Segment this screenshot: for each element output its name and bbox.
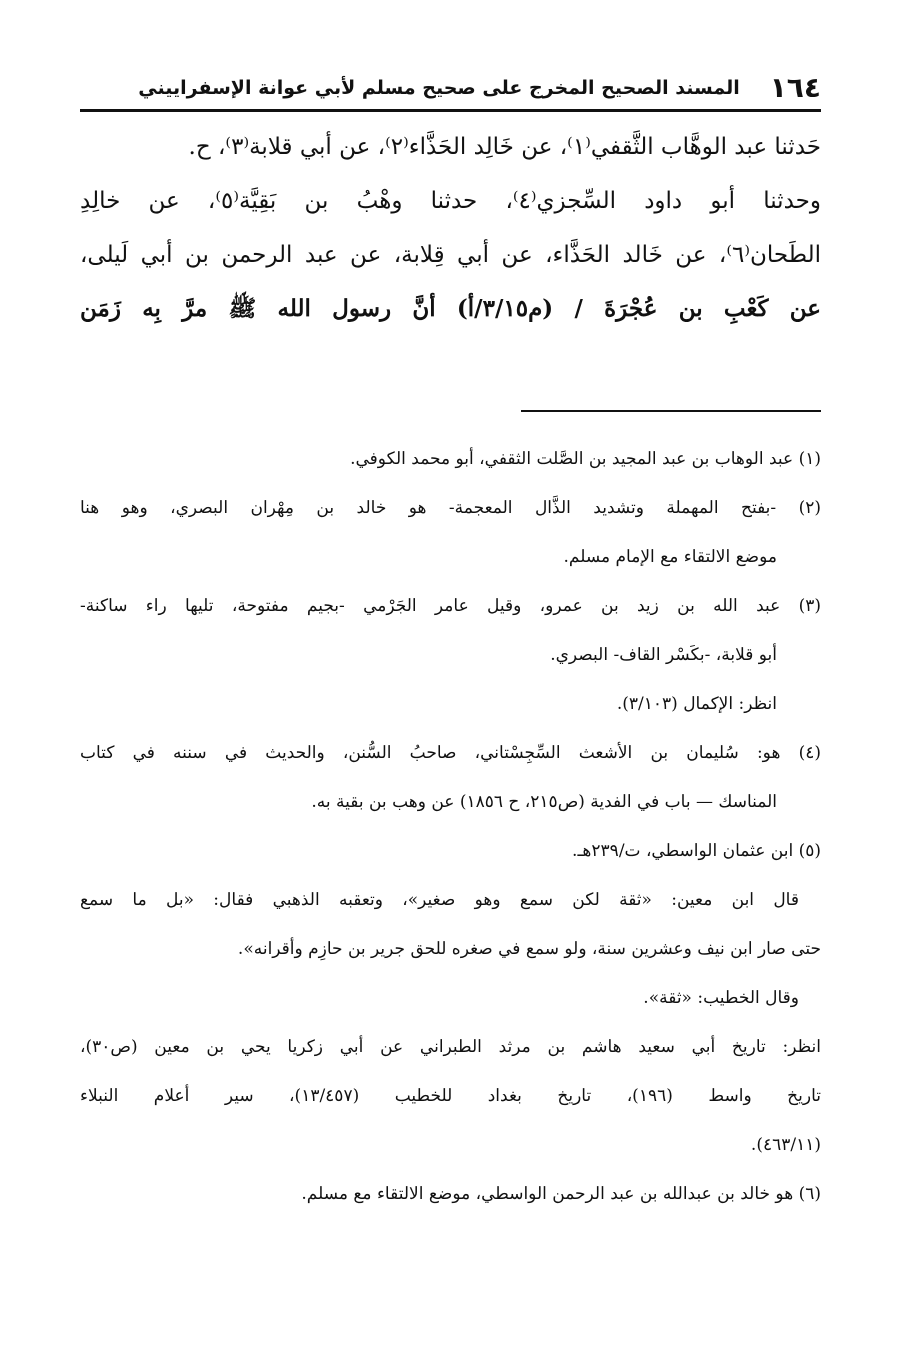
body-line: حَدثنا عبد الوهَّاب الثَّقفي⁽١⁾، عن خَالِد الحَذَّاء⁽٢⁾، عن أبي قلابة⁽٣⁾، ح. (188, 134, 821, 160)
page-number: ١٦٤ (769, 71, 821, 104)
footnote-line: انظر: الإكمال (٣/١٠٣). (616, 694, 777, 714)
footnote-line: تاريخ واسط (١٩٦)، تاريخ بغداد للخطيب (١٣/٤٥٧)، سير أعلام النبلاء (80, 1086, 821, 1106)
footnotes (80, 435, 821, 1219)
body-line: وحدثنا أبو داود السِّجزي⁽٤⁾، حدثنا وهْبُ بن بَقِيَّة⁽٥⁾، عن خالِدِ (80, 188, 821, 214)
footnote-line: موضع الالتقاء مع الإمام مسلم. (563, 547, 777, 567)
footnote-line: (١) عبد الوهاب بن عبد المجيد بن الصَّلت الثقفي، أبو محمد الكوفي. (350, 449, 821, 469)
footnote-line: قال ابن معين: «ثقة لكن سمع وهو صغير»، وتعقبه الذهبي فقال: «بل ما سمع (80, 890, 799, 910)
footnote-line: (٣) عبد الله بن زيد بن عمرو، وقيل عامر الجَرْمي -بجيم مفتوحة، تليها راء ساكنة- (80, 596, 821, 616)
body-line: عن كَعْبِ بن عُجْرَةَ / (م٣/١٥/أ) أنَّ رسول الله ﷺ مرَّ بِه زَمَن (80, 295, 821, 322)
footnote-line: (٤) هو: سُليمان بن الأشعث السِّجِسْتاني، صاحبُ السُّنن، والحديث في سننه في كتاب (80, 743, 821, 763)
page-header (80, 70, 821, 106)
footnote-line: أبو قلابة، -بكَسْر القاف- البصري. (550, 645, 777, 665)
footnote-line: (٦) هو خالد بن عبدالله بن عبد الرحمن الواسطي، موضع الالتقاء مع مسلم. (301, 1184, 821, 1204)
footnote-line: انظر: تاريخ أبي سعيد هاشم بن مرثد الطبراني عن أبي زكريا يحي بن معين (ص٣٠)، (80, 1037, 821, 1057)
footnote-separator (521, 410, 821, 412)
footnote-line: (٥) ابن عثمان الواسطي، ت/٢٣٩هـ. (572, 841, 821, 861)
running-title: المسند الصحيح المخرج على صحيح مسلم لأبي عوانة الإسفراييني (138, 77, 740, 99)
footnote-line: المناسك — باب في الفدية (ص٢١٥، ح ١٨٥٦) عن وهب بن بقية به. (311, 792, 777, 812)
body-line: الطَحان⁽٦⁾، عن خَالد الحَذَّاء، عن أبي قِلابة، عن عبد الرحمن بن أبي لَيلى، (80, 242, 821, 268)
footnote-line: (٤٦٣/١١). (750, 1135, 821, 1155)
header-rule (80, 109, 821, 112)
footnote-line: (٢) -بفتح المهملة وتشديد الذَّال المعجمة- هو خالد بن مِهْران البصري، وهو هنا (80, 498, 821, 518)
footnote-line: وقال الخطيب: «ثقة». (643, 988, 799, 1008)
main-text (80, 120, 821, 336)
footnote-line: حتى صار ابن نيف وعشرين سنة، ولو سمع في صغره للحق جرير بن حازِم وأقرانه». (237, 939, 821, 959)
